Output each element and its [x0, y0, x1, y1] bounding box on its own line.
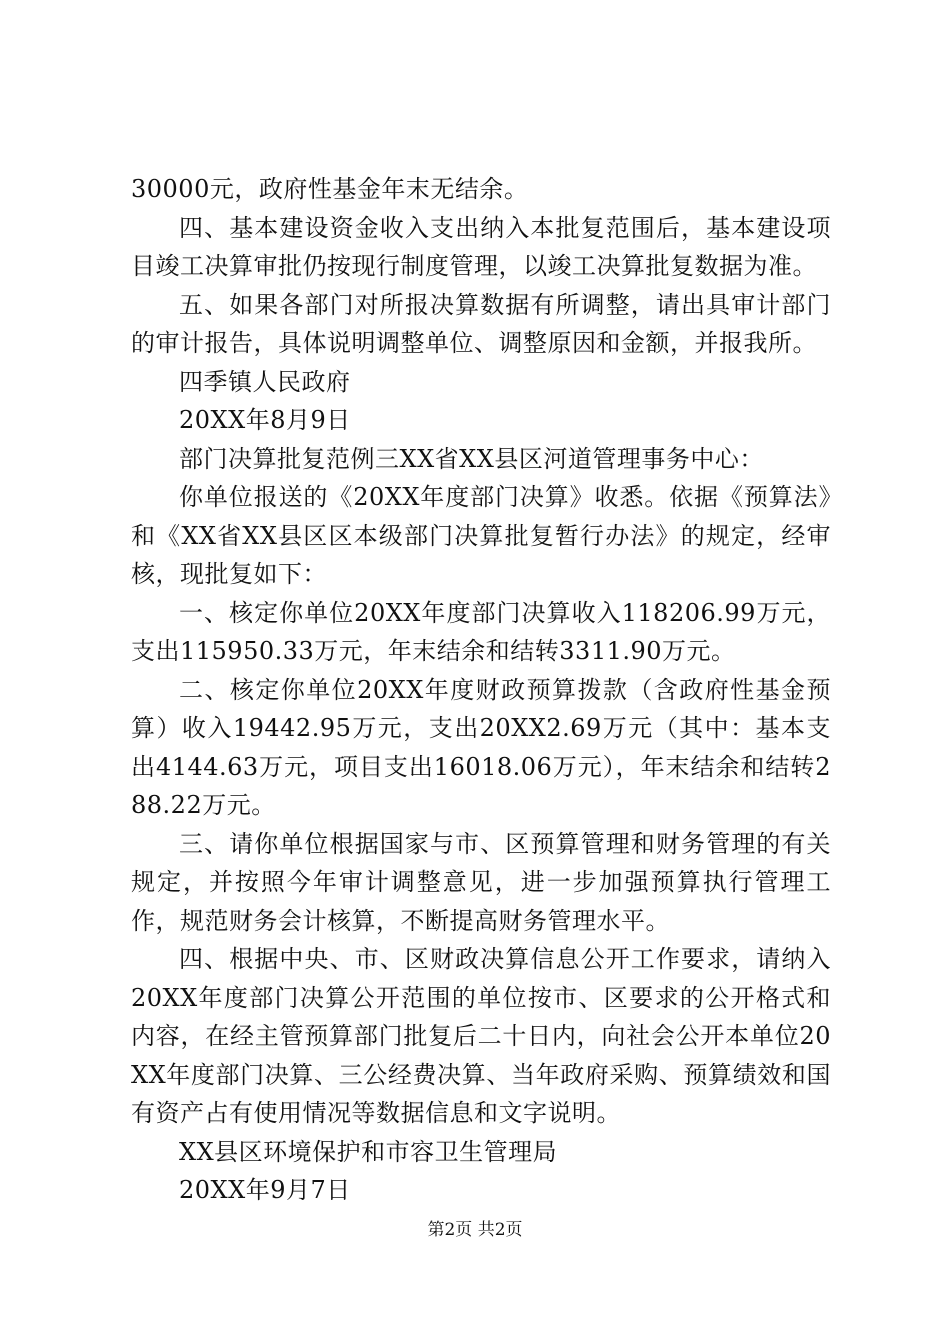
paragraph-item-2: 二、核定你单位20XX年度财政预算拨款（含政府性基金预算）收入19442.95万元，支出20XX2.69万元（其中：基本支出4144.63万元，项目支出16018.06万元），年末结余和结转288.22万元。	[131, 675, 831, 819]
paragraph-item-1: 一、核定你单位20XX年度部门决算收入118206.99万元，支出115950.33万元，年末结余和结转3311.90万元。	[131, 598, 831, 665]
paragraph-item-4: 四、基本建设资金收入支出纳入本批复范围后，基本建设项目竣工决算审批仍按现行制度管理，以竣工决算批复数据为准。	[131, 213, 831, 280]
paragraph-continuation: 30000元，政府性基金年末无结余。	[131, 175, 529, 203]
signature-date-2: 20XX年9月7日	[179, 1176, 351, 1204]
paragraph-item-5: 五、如果各部门对所报决算数据有所调整，请出具审计部门的审计报告，具体说明调整单位、调整原因和金额，并报我所。	[131, 290, 831, 357]
page-footer: 第2页 共2页	[427, 1220, 523, 1240]
paragraph-item-4b: 四、根据中央、市、区财政决算信息公开工作要求，请纳入20XX年度部门决算公开范围的单位按市、区要求的公开格式和内容，在经主管预算部门批复后二十日内，向社会公开本单位20XX年度部门决算、三公经费决算、当年政府采购、预算绩效和国有资产占有使用情况等数据信息和文字说明。	[131, 945, 831, 1127]
signature-date: 20XX年8月9日	[179, 406, 351, 434]
paragraph-item-3: 三、请你单位根据国家与市、区预算管理和财务管理的有关规定，并按照今年审计调整意见，进一步加强预算执行管理工作，规范财务会计核算，不断提高财务管理水平。	[131, 829, 831, 935]
signature-org-2: XX县区环境保护和市容卫生管理局	[179, 1137, 558, 1166]
section-heading: 部门决算批复范例三XX省XX县区河道管理事务中心：	[179, 444, 764, 473]
document-body	[131, 170, 831, 1210]
signature-org: 四季镇人民政府	[179, 367, 351, 396]
paragraph-intro: 你单位报送的《20XX年度部门决算》收悉。依据《预算法》和《XX省XX县区区本级部门决算批复暂行办法》的规定，经审核，现批复如下：	[131, 483, 831, 588]
